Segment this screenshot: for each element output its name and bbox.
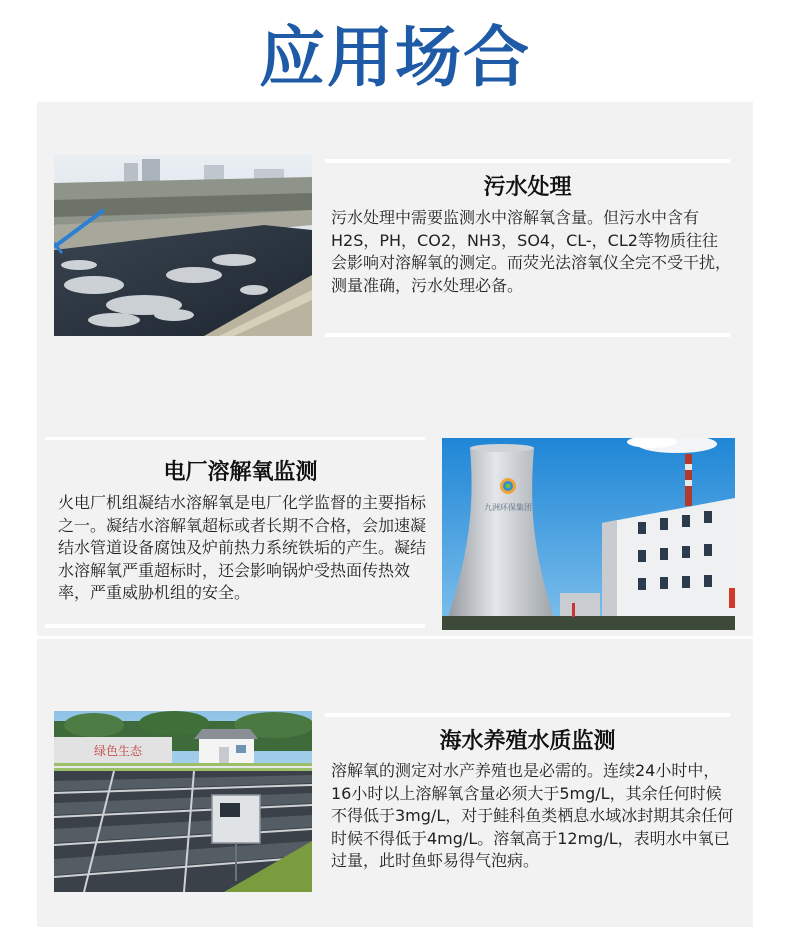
heading-bar-top	[325, 713, 730, 717]
section-divider	[37, 636, 753, 639]
section-body: 溶解氧的测定对水产养殖也是必需的。连续24小时中，16小时以上溶解氧含量必须大于5mg/L，其余任何时候不得低于3mg/L，对于鲑科鱼类栖息水域冰封期其余任何时候不得低于4mg/L。溶氧高于12mg/L，表明水中氧已过量，此时鱼虾易得气泡病。	[331, 761, 734, 870]
section-divider	[45, 437, 425, 440]
section-heading: 污水处理	[483, 175, 572, 200]
heading-bar-bottom	[325, 333, 730, 337]
heading-bar-top	[325, 159, 730, 163]
section-body: 火电厂机组凝结水溶解氧是电厂化学监督的主要指标之一。凝结水溶解氧超标或者长期不合格，会加速凝结水管道设备腐蚀及炉前热力系统铁垢的产生。凝结水溶解氧严重超标时，还会影响锅炉受热面传热效率，严重威胁机组的安全。	[58, 493, 427, 602]
heading-bar-bottom	[45, 624, 425, 628]
aquaculture-photo	[54, 711, 312, 892]
wastewater-photo	[54, 155, 312, 336]
section-heading: 海水养殖水质监测	[439, 729, 616, 754]
tower-logo-text: 九洲环保集团	[484, 503, 532, 512]
section-body: 污水处理中需要监测水中溶解氧含量。但污水中含有H2S，PH，CO2，NH3，SO4，CL-，CL2等物质往往会影响对溶解氧的测定。而荧光法溶氧仪全完不受干扰，测量准确，污水处理必备。	[331, 208, 732, 295]
page-title: 应用场合	[259, 19, 531, 96]
power-plant-photo	[442, 438, 735, 630]
section-heading: 电厂溶解氧监测	[163, 460, 318, 485]
wall-sign-text: 绿色生态	[94, 744, 143, 758]
